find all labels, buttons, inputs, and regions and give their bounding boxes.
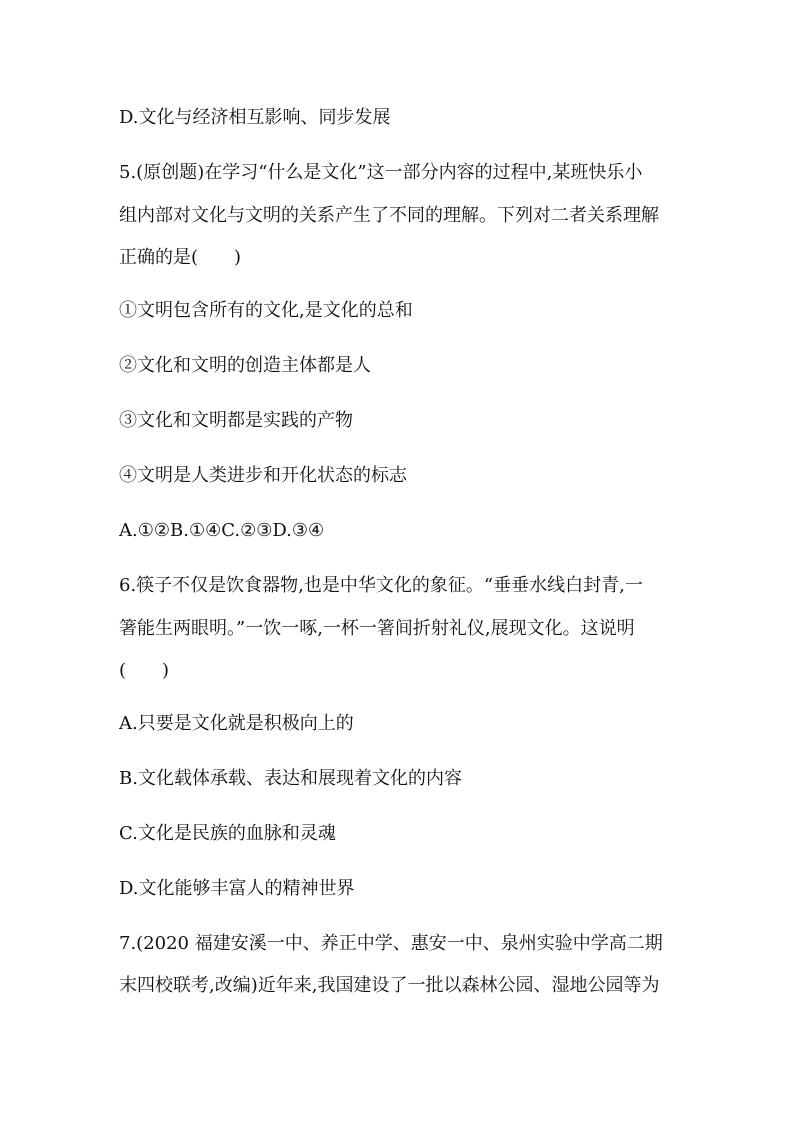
question-6-line-3: ( ) (119, 660, 170, 681)
option-5-prev-d: D.文化与经济相互影响、同步发展 (119, 107, 391, 128)
question-6-line-2: 箸能生两眼明。”一饮一啄,一杯一箸间折射礼仪,展现文化。这说明 (119, 618, 635, 639)
statement-1: ①文明包含所有的文化,是文化的总和 (119, 300, 413, 321)
question-5-line-2: 组内部对文化与文明的关系产生了不同的理解。下列对二者关系理解 (119, 205, 659, 226)
statement-3: ③文化和文明都是实践的产物 (119, 410, 353, 431)
question-6-line-1: 6.筷子不仅是饮食器物,也是中华文化的象征。“垂垂水线白封青,一 (119, 575, 643, 596)
question-7-line-2: 末四校联考,改编)近年来,我国建设了一批以森林公园、湿地公园等为 (119, 975, 660, 996)
question-6-option-a: A.只要是文化就是积极向上的 (119, 713, 354, 734)
question-5-line-3: 正确的是( ) (119, 247, 242, 268)
statement-2: ②文化和文明的创造主体都是人 (119, 355, 371, 376)
question-6-option-c: C.文化是民族的血脉和灵魂 (119, 823, 336, 844)
question-6-option-d: D.文化能够丰富人的精神世界 (119, 878, 355, 899)
statement-4: ④文明是人类进步和开化状态的标志 (119, 465, 407, 486)
question-5-line-1: 5.(原创题)在学习“什么是文化”这一部分内容的过程中,某班快乐小 (119, 162, 643, 183)
question-6-option-b: B.文化载体承载、表达和展现着文化的内容 (119, 768, 462, 789)
question-5-options: A.①②B.①④C.②③D.③④ (119, 520, 325, 541)
question-7-line-1: 7.(2020 福建安溪一中、养正中学、惠安一中、泉州实验中学高二期 (119, 933, 663, 954)
